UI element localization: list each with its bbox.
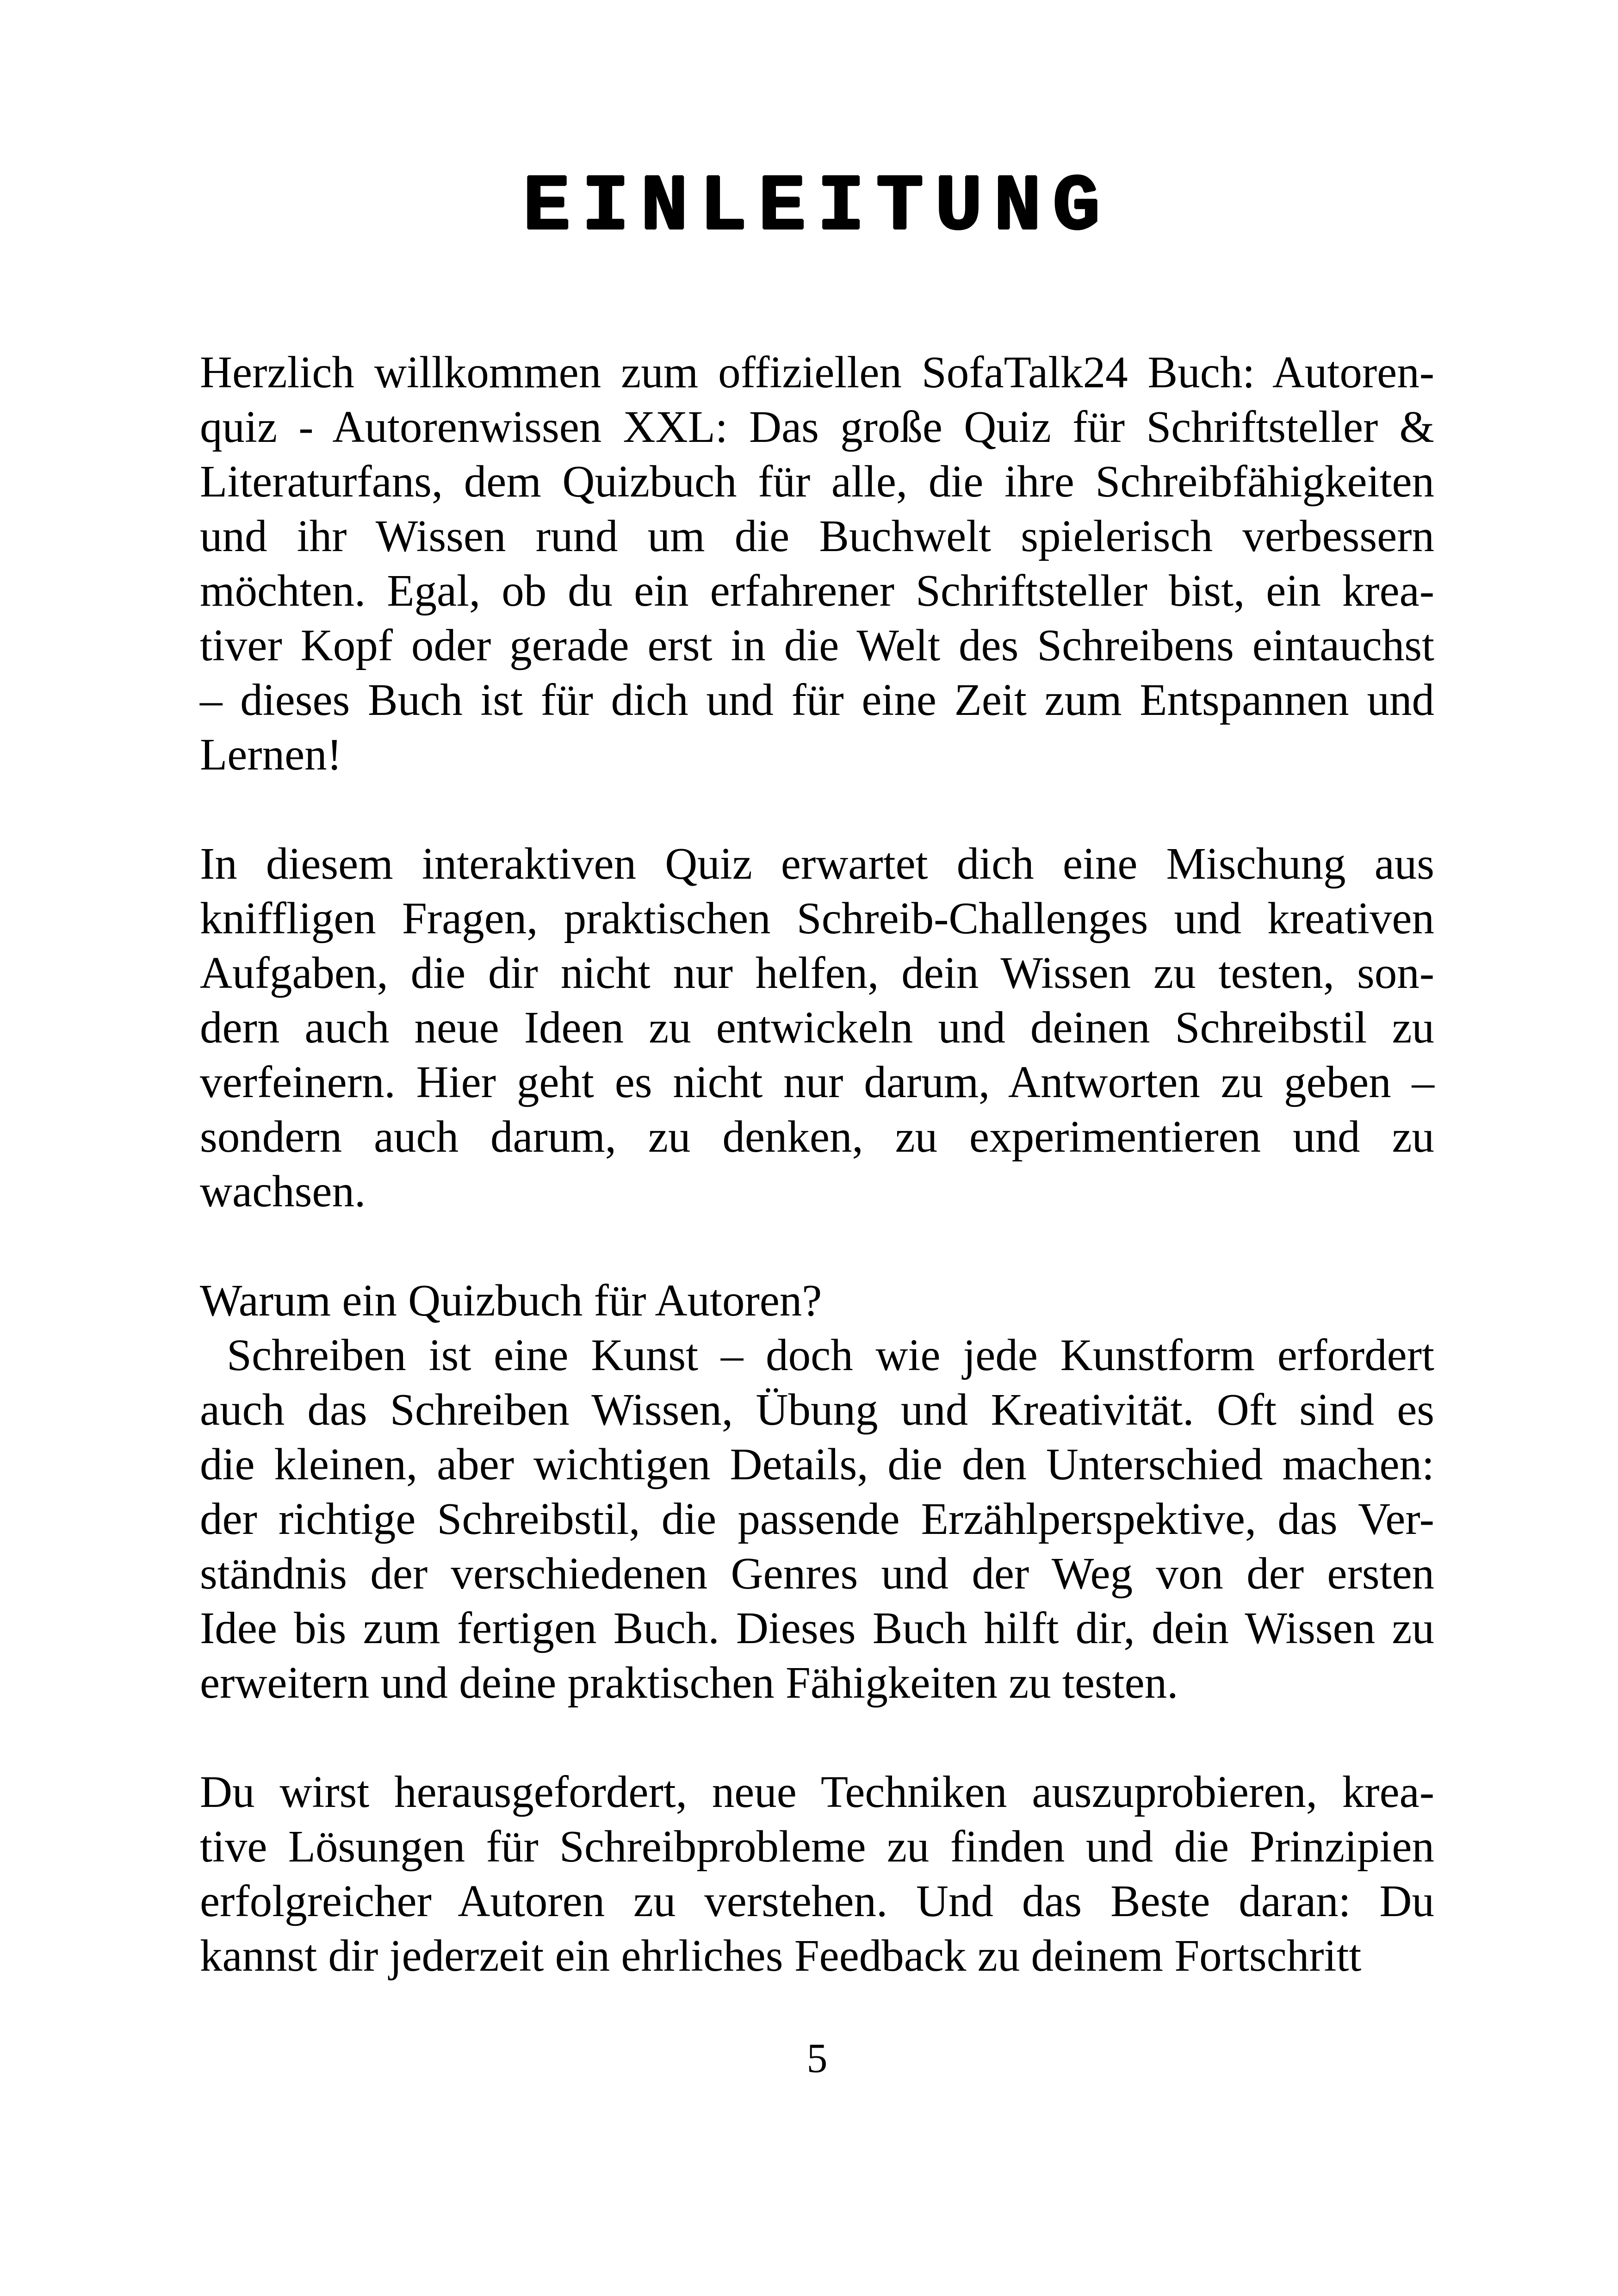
text-column [200,0,1434,2079]
text-line: tive Lösungen für Schreibprobleme zu finden und die Prinzipien [200,1821,1434,1871]
text-line: kannst dir jederzeit ein ehrliches Feedback zu deinem Fortschritt [200,1930,1362,1980]
text-line: verfeinern. Hier geht es nicht nur darum, Antworten zu geben – [200,1057,1434,1107]
text-line: Warum ein Quizbuch für Autoren? [200,1275,822,1325]
text-line: dern auch neue Ideen zu entwickeln und deinen Schreibstil zu [200,1002,1434,1052]
text-line: Herzlich willkommen zum offiziellen SofaTalk24 Buch: Autoren- [200,347,1434,397]
text-line: wachsen. [200,1166,366,1216]
text-line: tiver Kopf oder gerade erst in die Welt des Schreibens eintauchst [200,620,1434,670]
page-body [200,345,1434,1983]
text-line: Schreiben ist eine Kunst – doch wie jede Kunstform erfordert [227,1330,1434,1380]
page-number: 5 [806,2035,828,2081]
text-line: Du wirst herausgefordert, neue Techniken auszuprobieren, krea- [200,1767,1434,1817]
paragraph-quiz-description [200,837,1434,1219]
page-title: EINLEITUNG [522,162,1112,253]
text-line: die kleinen, aber wichtigen Details, die den Unterschied machen: [200,1439,1434,1489]
text-line: – dieses Buch ist für dich und für eine Zeit zum Entspannen und [200,675,1434,725]
text-line: ständnis der verschiedenen Genres und der Weg von der ersten [200,1548,1434,1598]
text-line: auch das Schreiben Wissen, Übung und Kreativität. Oft sind es [200,1384,1434,1434]
text-line: quiz - Autorenwissen XXL: Das große Quiz für Schriftsteller & [200,402,1434,452]
text-line: der richtige Schreibstil, die passende Erzählperspektive, das Ver- [200,1494,1434,1544]
text-line: und ihr Wissen rund um die Buchwelt spielerisch verbessern [200,511,1434,561]
text-line: sondern auch darum, zu denken, zu experimentieren und zu [200,1111,1434,1161]
text-line: Idee bis zum fertigen Buch. Dieses Buch hilft dir, dein Wissen zu [200,1603,1434,1653]
text-line: Lernen! [200,729,342,779]
paragraph-why-quizbook [200,1273,1434,1710]
paragraph-welcome [200,345,1434,782]
text-line: Literaturfans, dem Quizbuch für alle, die ihre Schreibfähigkeiten [200,456,1434,506]
text-line: Aufgaben, die dir nicht nur helfen, dein Wissen zu testen, son- [200,948,1434,998]
paragraph-challenge [200,1765,1434,1983]
text-line: erweitern und deine praktischen Fähigkeiten zu testen. [200,1657,1178,1707]
text-line: möchten. Egal, ob du ein erfahrener Schriftsteller bist, ein krea- [200,565,1434,615]
text-line: kniffligen Fragen, praktischen Schreib-Challenges und kreativen [200,893,1434,943]
text-line: In diesem interaktiven Quiz erwartet dich eine Mischung aus [200,838,1434,888]
text-line: erfolgreicher Autoren zu verstehen. Und das Beste daran: Du [200,1876,1434,1926]
